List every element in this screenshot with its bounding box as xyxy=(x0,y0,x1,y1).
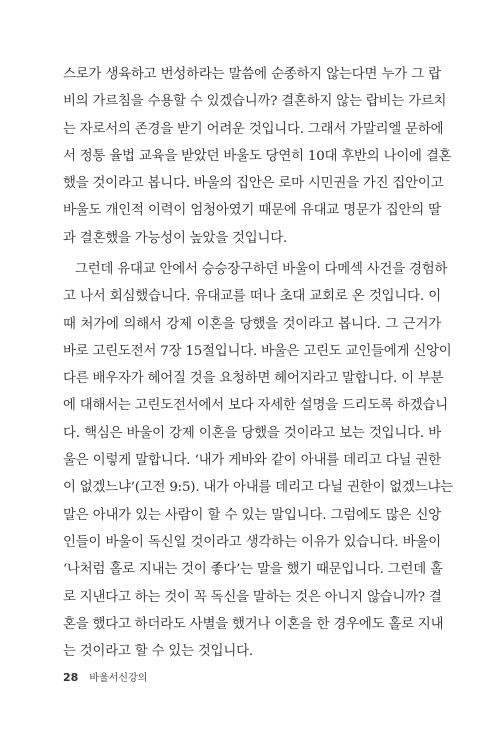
paragraph-line: 스로가 생육하고 번성하라는 말씀에 순종하지 않는다면 누가 그 랍 xyxy=(63,67,441,82)
paragraph-line: 말은 아내가 있는 사람이 할 수 있는 말입니다. 그럼에도 많은 신앙 xyxy=(63,507,441,523)
paragraph-line: 했을 것이라고 봅니다. 바울의 집안은 로마 시민권을 가진 집안이고 xyxy=(63,176,444,192)
paragraph-line: 바로 고린도전서 7장 15절입니다. 바울은 고린도 교인들에게 신앙이 xyxy=(63,343,452,359)
paragraph-line: 다. 핵심은 바울이 강제 이혼을 당했을 것이라고 보는 것입니다. 바 xyxy=(63,425,441,441)
paragraph-line: 서 정통 율법 교육을 받았던 바울도 당연히 10대 후반의 나이에 결혼 xyxy=(63,148,452,164)
paragraph-line: 다른 배우자가 헤어질 것을 요청하면 헤어지라고 말합니다. 이 부분 xyxy=(63,371,444,387)
paragraph-line: 는 것이라고 할 수 있는 것입니다. xyxy=(63,644,253,660)
paragraph-line: 과 결혼했을 가능성이 높았을 것입니다. xyxy=(63,230,288,246)
page-number: 28 xyxy=(63,671,79,684)
paragraph-line: 이 없겠느냐’(고전 9:5). 내가 아내를 데리고 다닐 권한이 없겠느냐는 xyxy=(63,480,453,496)
paragraph-line: 혼을 했다고 하더라도 사별을 했거나 이혼을 한 경우에도 홀로 지내 xyxy=(63,616,444,632)
paragraph-line: 는 자로서의 존경을 받기 어려운 것입니다. 그래서 가말리엘 문하에 xyxy=(63,121,444,137)
paragraph-line: 때 처가에 의해서 강제 이혼을 당했을 것이라고 봅니다. 그 근거가 xyxy=(63,316,441,332)
paragraph-1 xyxy=(63,61,452,252)
paragraph-line: 바울도 개인적 이력이 엄청아였기 때문에 유대교 명문가 집안의 딸 xyxy=(63,203,441,219)
paragraph-line: 그런데 유대교 안에서 승승장구하던 바울이 다메섹 사건을 경험하 xyxy=(75,262,448,277)
page-footer xyxy=(63,668,147,684)
paragraph-line: ‘나처럼 홀로 지내는 것이 좋다’는 말을 했기 때문입니다. 그런데 홀 xyxy=(63,562,443,578)
paragraph-line: 비의 가르침을 수용할 수 있겠습니까? 결혼하지 않는 랍비는 가르치 xyxy=(63,94,447,110)
paragraph-line: 울은 이렇게 말합니다. ‘내가 게바와 같이 아내를 데리고 다닐 권한 xyxy=(63,453,441,469)
running-title: 바울서신강의 xyxy=(89,673,148,684)
paragraph-2 xyxy=(63,256,453,665)
paragraph-line: 인들이 바울이 독신일 것이라고 생각하는 이유가 있습니다. 바울이 xyxy=(63,534,441,550)
paragraph-line: 로 지낸다고 하는 것이 꼭 독신을 말하는 것은 아니지 않습니까? 결 xyxy=(63,589,442,605)
paragraph-line: 에 대해서는 고린도전서에서 보다 자세한 설명을 드리도록 하겠습니 xyxy=(63,398,448,414)
paragraph-line: 고 나서 회심했습니다. 유대교를 떠나 초대 교회로 온 것입니다. 이 xyxy=(63,289,441,305)
